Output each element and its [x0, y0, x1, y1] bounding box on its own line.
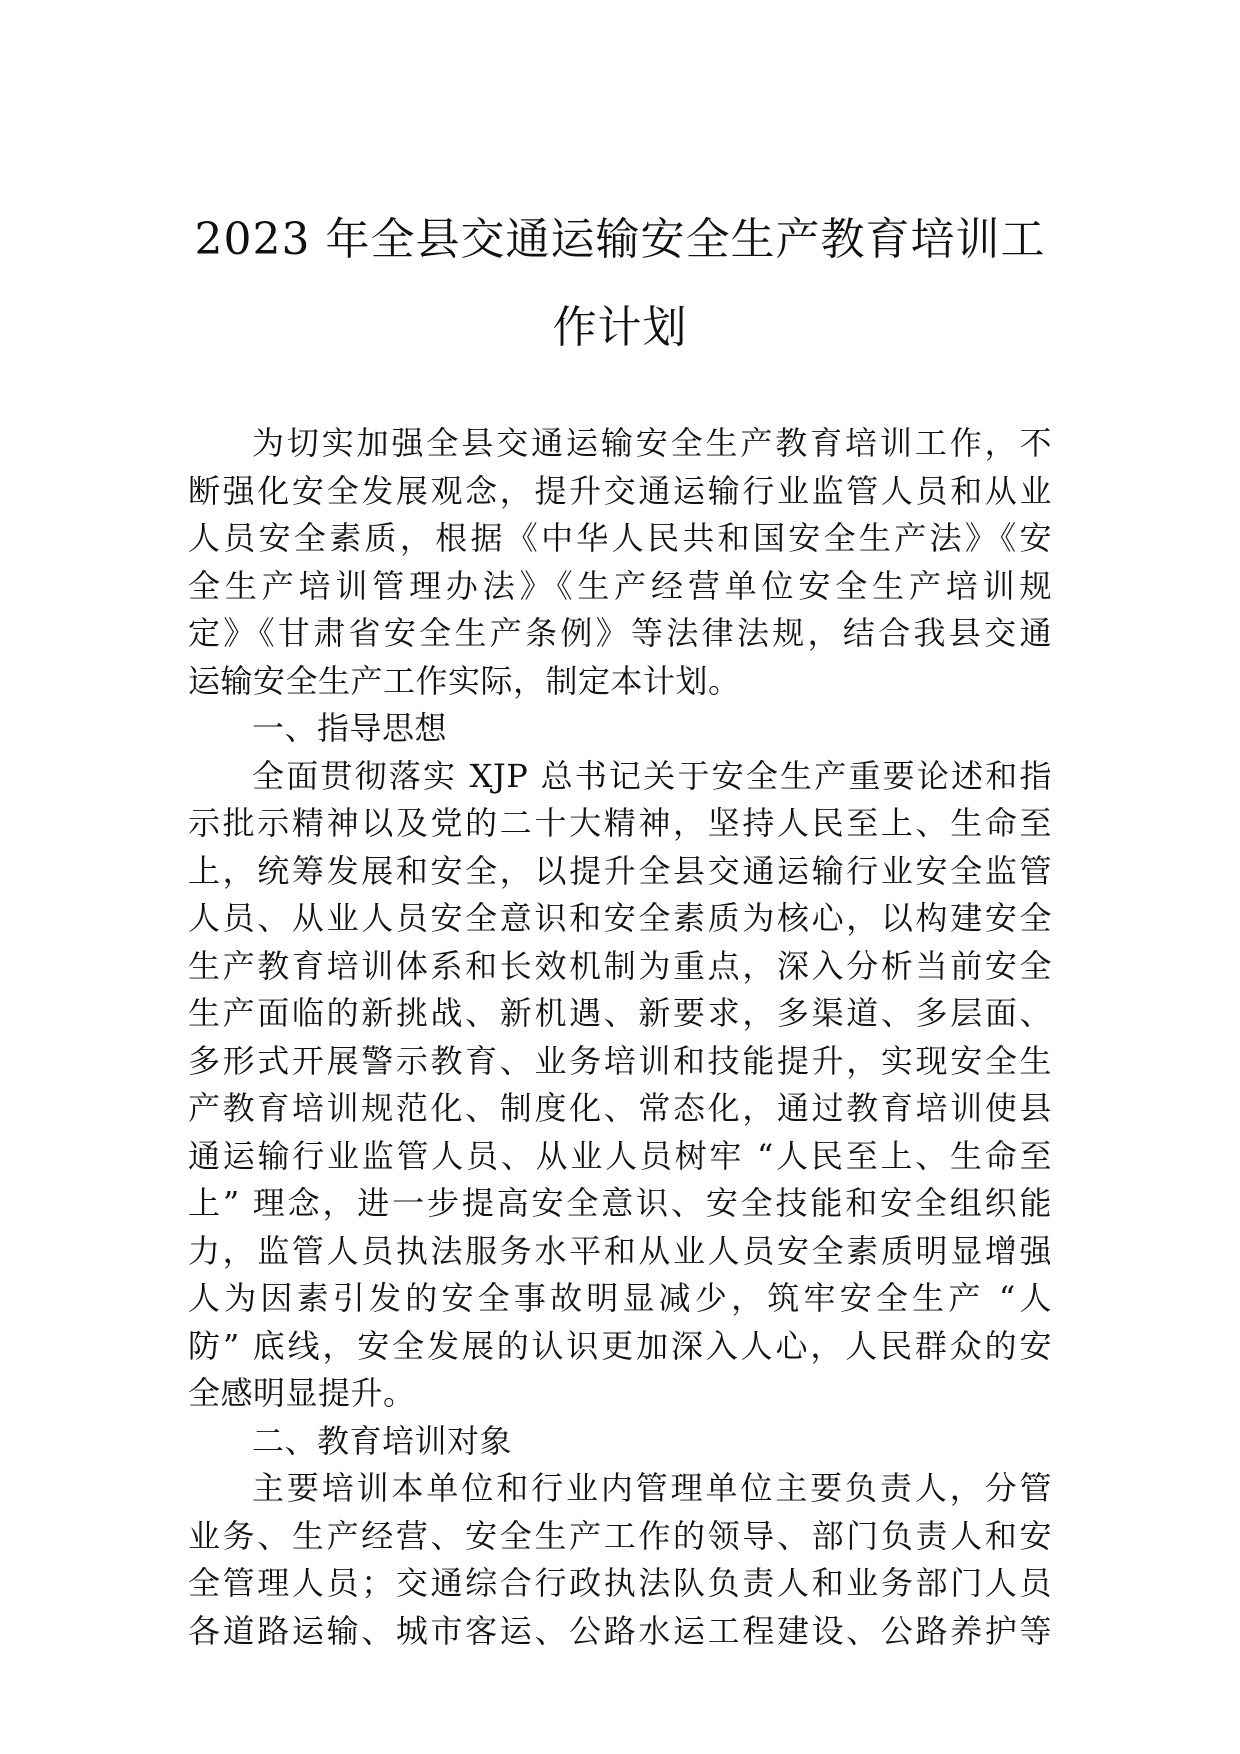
body-line: 定》《甘肃省安全生产条例》等法律法规，结合我县交通 [188, 614, 1052, 652]
body-line: 全管理人员；交通综合行政执法队负责人和业务部门人员 [188, 1564, 1052, 1602]
body-line: 全面贯彻落实 XJP 总书记关于安全生产重要论述和指 [252, 756, 1052, 795]
body-line: 人员、从业人员安全意识和安全素质为核心，以构建安全 [188, 899, 1052, 937]
body-line: 多形式开展警示教育、业务培训和技能提升，实现安全生 [188, 1041, 1052, 1080]
body-line: 力，监管人员执法服务水平和从业人员安全素质明显增强 [188, 1231, 1052, 1270]
document-body [188, 420, 1052, 1655]
body-line: 人为因素引发的安全事故明显减少，筑牢安全生产 “人 [188, 1279, 1052, 1317]
body-line: 业务、生产经营、安全生产工作的领导、部门负责人和安 [188, 1516, 1052, 1555]
body-line: 通运输行业监管人员、从业人员树牢 “人民至上、生命至 [188, 1136, 1052, 1175]
body-line: 防” 底线，安全发展的认识更加深入人心，人民群众的安 [188, 1326, 1052, 1365]
section-heading: 二、教育培训对象 [252, 1421, 513, 1460]
body-line: 上，统筹发展和安全，以提升全县交通运输行业安全监管 [188, 851, 1052, 890]
body-line: 全感明显提升。 [188, 1374, 416, 1412]
body-line: 各道路运输、城市客运、公路水运工程建设、公路养护等 [188, 1611, 1052, 1650]
body-line: 示批示精神以及党的二十大精神，坚持人民至上、生命至 [188, 804, 1052, 842]
body-line: 主要培训本单位和行业内管理单位主要负责人，分管 [252, 1469, 1052, 1507]
body-line: 全生产培训管理办法》《生产经营单位安全生产培训规 [188, 566, 1052, 605]
title-line-1: 2023 年全县交通运输安全生产教育培训工 [194, 214, 1046, 265]
body-line: 生产教育培训体系和长效机制为重点，深入分析当前安全 [188, 946, 1052, 985]
body-line: 断强化安全发展观念，提升交通运输行业监管人员和从业 [188, 471, 1052, 510]
body-line: 运输安全生产工作实际，制定本计划。 [188, 661, 741, 700]
body-line: 为切实加强全县交通运输安全生产教育培训工作，不 [252, 424, 1052, 462]
document-title [170, 196, 1070, 372]
body-line: 上” 理念，进一步提高安全意识、安全技能和安全组织能 [188, 1184, 1052, 1222]
title-line-2: 作计划 [552, 302, 688, 353]
section-heading: 一、指导思想 [252, 709, 448, 747]
body-line: 产教育培训规范化、制度化、常态化，通过教育培训使县 [188, 1089, 1052, 1127]
body-line: 生产面临的新挑战、新机遇、新要求，多渠道、多层面、 [188, 994, 1052, 1032]
body-line: 人员安全素质，根据《中华人民共和国安全生产法》《安 [188, 519, 1052, 557]
